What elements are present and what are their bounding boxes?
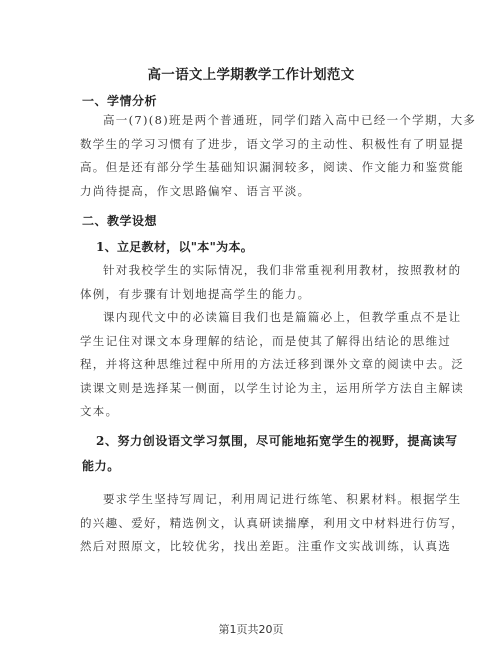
section-1-paragraph <box>80 109 477 203</box>
paragraph-line: 力尚待提高，作文思路偏窄、语言平淡。 <box>80 183 311 198</box>
section-heading-1: 一、学情分析 <box>82 94 158 108</box>
subsection-heading-1: 1、立足教材，以"本"为本。 <box>96 240 254 254</box>
paragraph-line: 高。但是还有部分学生基础知识漏洞较多，阅读、作文能力和鉴赏能 <box>80 160 464 175</box>
paragraph-line: 程，并将这种思维过程中所用的方法迁移到课外文章的阅读中去。泛 <box>80 357 464 372</box>
paragraph-line: 的兴趣、爱好，精选例文，认真研读揣摩，利用文中材料进行仿写， <box>80 515 464 530</box>
section-heading-2: 二、教学设想 <box>82 214 158 228</box>
heading-line: 能力。 <box>82 459 120 473</box>
page-footer: 第1页共20页 <box>218 623 284 636</box>
paragraph-line: 学生记住对课文本身理解的结论，而是使其了解得出结论的思维过 <box>80 333 452 348</box>
subsection-1-paragraph-2 <box>80 306 464 424</box>
subsection-1-paragraph-1 <box>80 259 462 306</box>
paragraph-line: 体例，有步骤有计划地提高学生的能力。 <box>80 286 311 301</box>
subsection-2-paragraph <box>80 488 464 559</box>
heading-line: 2、努力创设语文学习氛围，尽可能地拓宽学生的视野，提高读写 <box>96 434 458 448</box>
paragraph-line: 要求学生坚持写周记，利用周记进行练笔、积累材料。根据学生 <box>103 492 462 506</box>
paragraph-line: 数学生的学习习惯有了进步，语文学习的主动性、积极性有了明显提 <box>80 136 464 151</box>
paragraph-line: 文本。 <box>80 404 119 419</box>
document-title: 高一语文上学期教学工作计划范文 <box>147 67 355 83</box>
paragraph-line: 课内现代文中的必读篇目我们也是篇篇必上，但教学重点不是让 <box>103 310 462 324</box>
paragraph-line: 读课文则是选择某一侧面，以学生讨论为主，运用所学方法自主解读 <box>80 380 464 395</box>
paragraph-line: 高一(7)(8)班是两个普通班，同学们踏入高中已经一个学期，大多 <box>103 113 477 127</box>
subsection-heading-2 <box>82 429 458 479</box>
paragraph-line: 然后对照原文，比较优劣，找出差距。注重作文实战训练，认真选 <box>80 539 452 554</box>
paragraph-line: 针对我校学生的实际情况，我们非常重视利用教材，按照教材的 <box>103 263 462 277</box>
